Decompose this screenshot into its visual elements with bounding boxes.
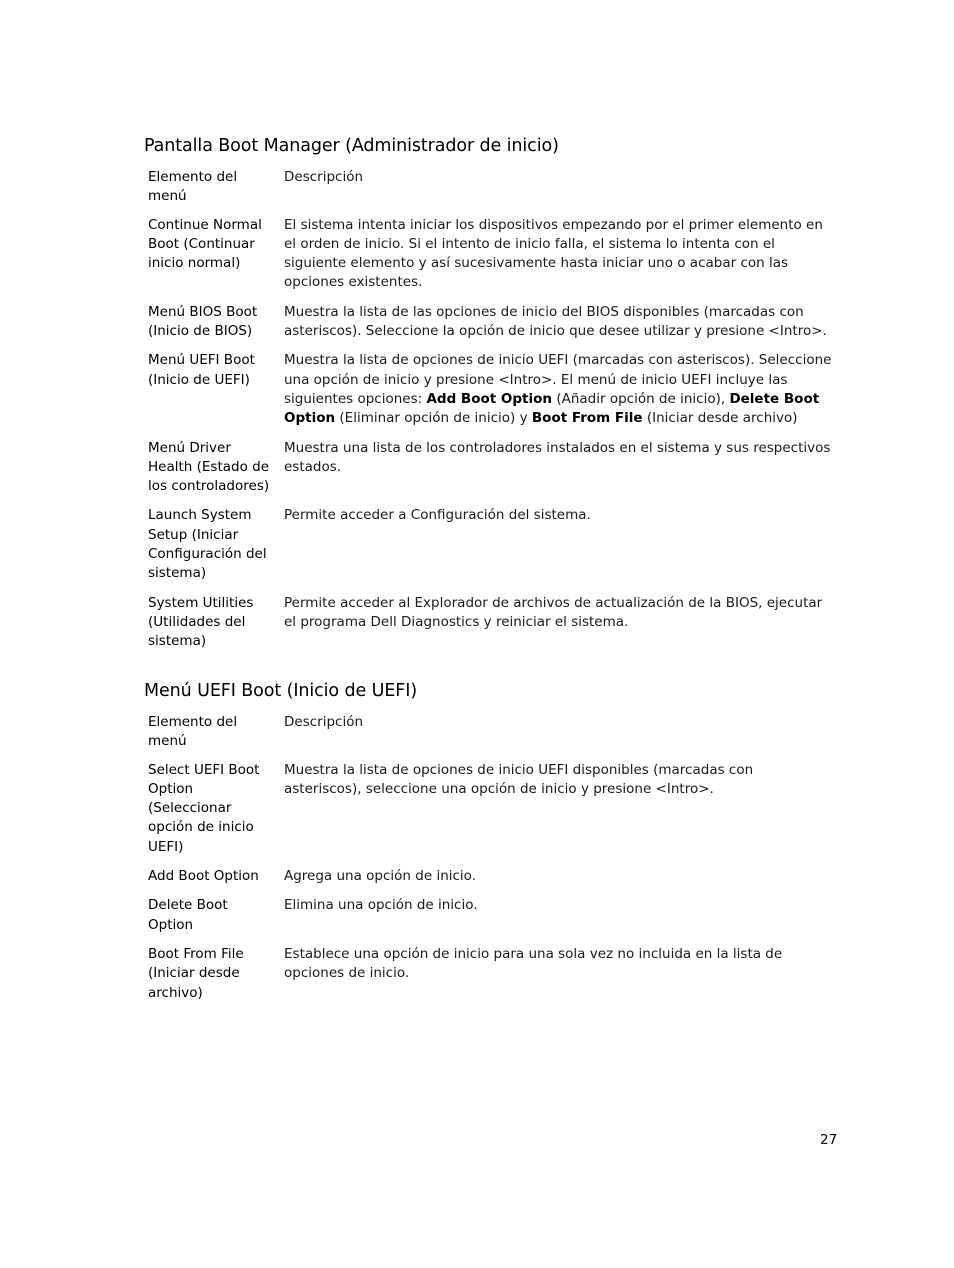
row-desc: El sistema intenta iniciar los dispositivos empezando por el primer elemento en el orden de inicio. Si el intento de inicio falla, el sistema lo intenta con el siguiente elemento y así sucesivamente hasta iniciar uno o acabar con las opciones existentes. (284, 216, 823, 291)
row-item: Menú BIOS Boot (Inicio de BIOS) (148, 303, 258, 340)
row-desc: Muestra la lista de opciones de inicio UEFI (marcadas con asteriscos). Seleccione una opción de inicio y presione <Intro>. El menú de inicio UEFI incluye las siguientes opciones: Add Boot Option (Añadir opción de inicio), Delete Boot Option (Eliminar opción de inicio) y Boot From File (Iniciar desde archivo) (284, 352, 832, 427)
row-desc: Elimina una opción de inicio. (284, 897, 478, 914)
row-desc: Permite acceder al Explorador de archivos de actualización de la BIOS, ejecutar el programa Dell Diagnostics y reiniciar el sistema. (284, 594, 823, 630)
row-item: Menú UEFI Boot (Inicio de UEFI) (148, 352, 255, 388)
table-row (148, 303, 832, 352)
section-boot-manager (144, 134, 844, 662)
row-desc: Muestra una lista de los controladores instalados en el sistema y sus respectivos estados. (284, 439, 831, 475)
row-item: Add Boot Option (148, 868, 259, 885)
row-desc: Permite acceder a Configuración del sistema. (284, 507, 591, 524)
header-desc: Descripción (284, 714, 364, 730)
row-desc: Agrega una opción de inicio. (284, 868, 476, 885)
menu-table (148, 713, 832, 1013)
table-row (148, 506, 832, 593)
menu-table (148, 168, 832, 662)
table-row (148, 216, 832, 303)
row-item: Launch System Setup (Iniciar Configuración del sistema) (148, 507, 267, 582)
header-item: Elemento del menú (148, 714, 238, 750)
row-item: Continue Normal Boot (Continuar inicio normal) (148, 216, 262, 272)
table-row (148, 867, 832, 896)
table-header-row (148, 713, 832, 761)
section-title: Pantalla Boot Manager (Administrador de inicio) (144, 136, 559, 156)
table-row (148, 945, 832, 1013)
header-desc: Descripción (284, 169, 364, 185)
row-item: Boot From File (Iniciar desde archivo) (148, 945, 244, 1001)
row-desc: Muestra la lista de opciones de inicio UEFI disponibles (marcadas con asteriscos), seleccione una opción de inicio y presione <Intro>. (284, 761, 754, 797)
row-desc: Muestra la lista de las opciones de inicio del BIOS disponibles (marcadas con asteriscos). Seleccione la opción de inicio que desee utilizar y presione <Intro>. (284, 303, 827, 340)
row-item: Menú Driver Health (Estado de los controladores) (148, 439, 270, 495)
row-item: Select UEFI Boot Option (Seleccionar opción de inicio UEFI) (148, 761, 260, 855)
row-item: System Utilities (Utilidades del sistema) (148, 594, 254, 650)
header-item: Elemento del menú (148, 169, 238, 205)
page-number: 27 (820, 1132, 838, 1148)
table-row (148, 896, 832, 945)
table-row (148, 351, 832, 438)
section-uefi-boot (144, 679, 844, 1013)
table-header-row (148, 168, 832, 216)
row-desc: Establece una opción de inicio para una sola vez no incluida en la lista de opciones de inicio. (284, 945, 783, 982)
table-row (148, 761, 832, 867)
section-title: Menú UEFI Boot (Inicio de UEFI) (144, 681, 418, 701)
row-item: Delete Boot Option (148, 897, 228, 933)
table-row (148, 439, 832, 507)
table-row (148, 594, 832, 662)
